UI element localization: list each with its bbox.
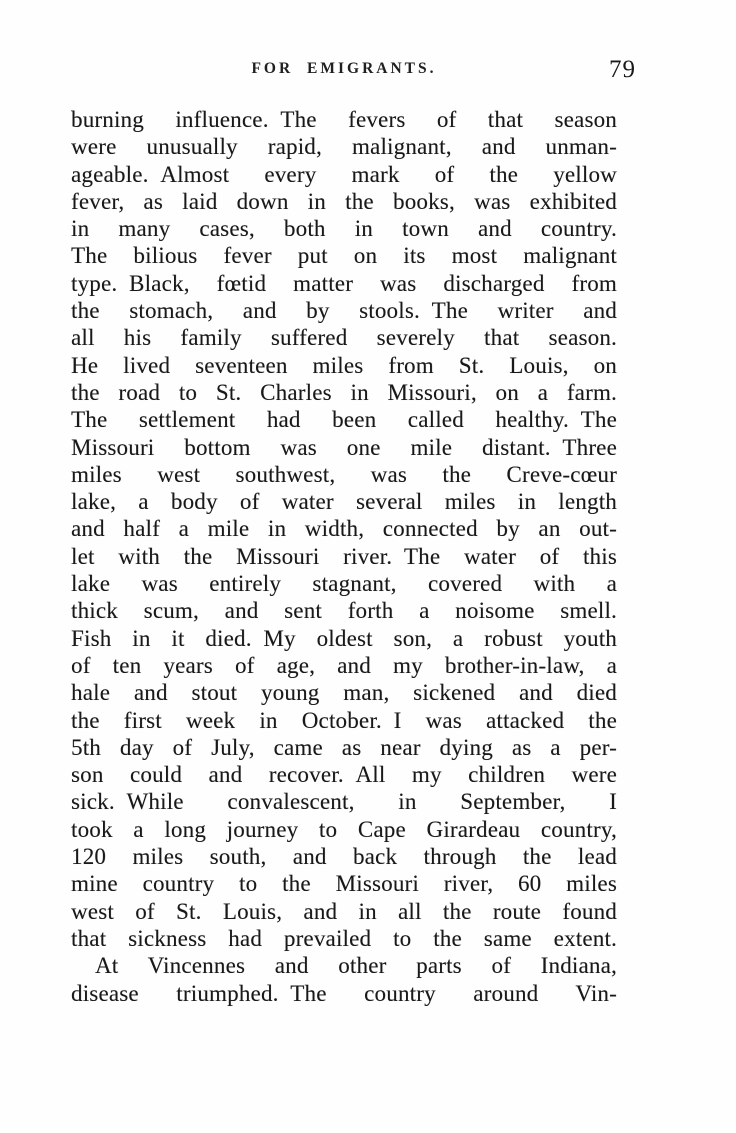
text-line: The settlement had been called healthy. The <box>71 407 617 433</box>
text-line: disease triumphed. The country around Vin- <box>71 980 617 1006</box>
text-line: hale and stout young man, sickened and died <box>71 680 617 706</box>
text-line: miles west southwest, was the Creve-cœur <box>71 461 617 487</box>
text-block <box>71 106 617 1007</box>
text-line: west of St. Louis, and in all the route found <box>71 898 617 924</box>
page-number: 79 <box>609 56 636 83</box>
text-line: ageable. Almost every mark of the yellow <box>71 161 617 187</box>
text-line: type. Black, fœtid matter was discharged from <box>71 270 617 296</box>
text-line: of ten years of age, and my brother-in-law, a <box>71 652 617 678</box>
text-line: took a long journey to Cape Girardeau country, <box>71 816 617 842</box>
text-line: in many cases, both in town and country. <box>71 216 617 242</box>
text-line: and half a mile in width, connected by an out- <box>71 516 617 542</box>
text-line: the first week in October. I was attacked the <box>71 707 617 733</box>
text-line: let with the Missouri river. The water of this <box>71 543 617 569</box>
running-title: FOR EMIGRANTS. <box>251 60 437 77</box>
text-line: lake, a body of water several miles in length <box>71 489 617 515</box>
text-line: 5th day of July, came as near dying as a per- <box>71 734 617 760</box>
text-line: all his family suffered severely that season. <box>71 325 617 351</box>
text-line: that sickness had prevailed to the same extent. <box>71 925 617 951</box>
text-line: burning influence. The fevers of that season <box>71 107 617 132</box>
text-line: fever, as laid down in the books, was exhibited <box>71 188 617 214</box>
text-line: thick scum, and sent forth a noisome smell. <box>71 598 617 624</box>
text-line: sick. While convalescent, in September, I <box>71 789 617 815</box>
text-line: the road to St. Charles in Missouri, on a farm. <box>71 379 617 405</box>
text-line: Fish in it died. My oldest son, a robust youth <box>71 625 617 651</box>
text-line: were unusually rapid, malignant, and unman- <box>71 134 617 160</box>
text-line: lake was entirely stagnant, covered with a <box>71 571 617 597</box>
text-line: mine country to the Missouri river, 60 miles <box>71 871 617 897</box>
text-line: 120 miles south, and back through the lead <box>71 844 617 870</box>
text-line: The bilious fever put on its most malignant <box>71 243 617 269</box>
text-line: the stomach, and by stools. The writer and <box>71 298 617 324</box>
text-line: He lived seventeen miles from St. Louis, on <box>71 352 617 378</box>
text-line: At Vincennes and other parts of Indiana, <box>95 953 617 979</box>
text-line: Missouri bottom was one mile distant. Three <box>71 434 617 460</box>
text-line: son could and recover. All my children were <box>71 762 617 788</box>
